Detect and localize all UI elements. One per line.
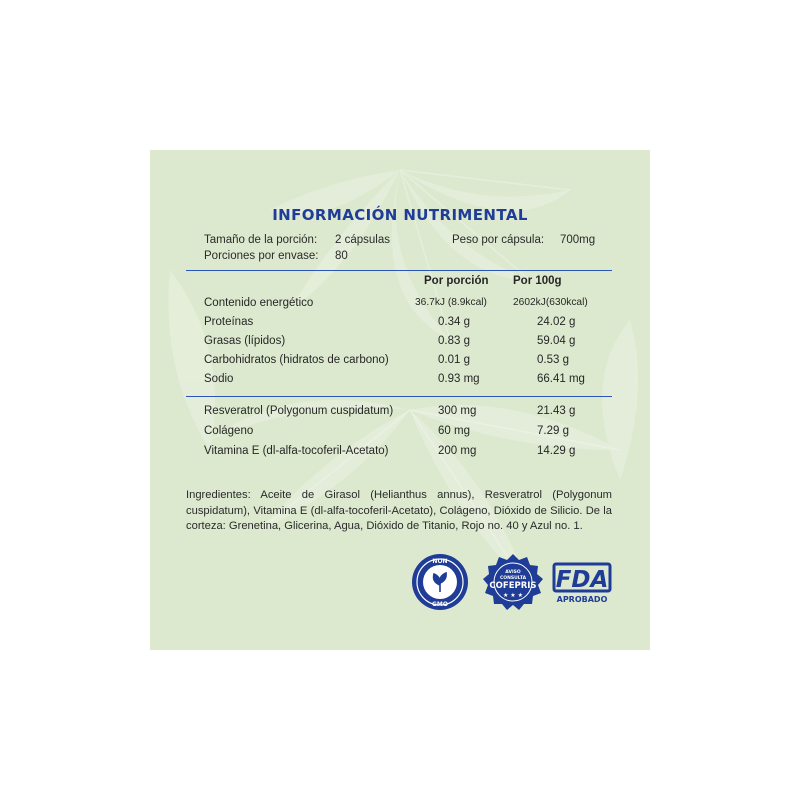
nutrition-panel (150, 150, 650, 650)
nutrient-per-100g: 66.41 mg (537, 373, 585, 385)
non-gmo-top-text: NON (432, 558, 448, 565)
cofepris-middle-text: CONSULTA (499, 576, 527, 581)
active-per-100g: 14.29 g (537, 445, 576, 457)
table-row (204, 373, 624, 392)
table-row (204, 335, 624, 354)
cofepris-badge (482, 552, 544, 614)
active-per-portion: 60 mg (438, 425, 470, 437)
servings-label: Porciones por envase: (204, 250, 319, 262)
nutrient-name: Contenido energético (204, 297, 314, 309)
table-row (204, 405, 624, 424)
non-gmo-badge (410, 552, 470, 612)
nutrient-per-portion: 0.34 g (438, 316, 470, 328)
divider-top (186, 270, 612, 271)
serving-size-value: 2 cápsulas (335, 234, 390, 246)
active-per-100g: 21.43 g (537, 405, 576, 417)
non-gmo-bottom-text: GMO (432, 601, 448, 608)
page-title: INFORMACIÓN NUTRIMENTAL (272, 206, 528, 224)
label-content (150, 150, 650, 650)
nutrient-per-portion: 0.93 mg (438, 373, 480, 385)
nutrient-per-portion: 0.83 g (438, 335, 470, 347)
nutrient-per-100g: 24.02 g (537, 316, 576, 328)
table-row (204, 316, 624, 335)
table-row (204, 354, 624, 373)
stars-icon: ★ ★ ★ (503, 592, 523, 599)
nutrient-name: Proteínas (204, 316, 254, 328)
serving-size-label: Tamaño de la porción: (204, 234, 318, 246)
capsule-weight-label: Peso por cápsula: (452, 234, 545, 246)
active-name: Resveratrol (Polygonum cuspidatum) (204, 405, 394, 417)
nutrient-per-100g: 2602kJ(630kcal) (513, 297, 588, 308)
fda-badge (550, 552, 616, 614)
active-name: Vitamina E (dl-alfa-tocoferil-Acetato) (204, 445, 389, 457)
column-header-per-portion: Por porción (424, 275, 489, 287)
nutrient-per-100g: 59.04 g (537, 335, 576, 347)
nutrient-per-100g: 0.53 g (537, 354, 569, 366)
cofepris-main-text: COFEPRIS (489, 581, 537, 591)
active-per-portion: 200 mg (438, 445, 477, 457)
divider-middle (186, 396, 612, 397)
nutrient-name: Grasas (lípidos) (204, 335, 286, 347)
nutrient-name: Carbohidratos (hidratos de carbono) (204, 354, 389, 366)
active-per-portion: 300 mg (438, 405, 477, 417)
capsule-weight-value: 700mg (560, 234, 596, 246)
table-row (204, 445, 624, 464)
table-row (204, 297, 624, 316)
servings-value: 80 (335, 250, 348, 262)
column-header-per-100g: Por 100g (513, 275, 562, 287)
cofepris-top-text: AVISO (505, 570, 521, 575)
nutrient-per-portion: 0.01 g (438, 354, 470, 366)
active-per-100g: 7.29 g (537, 425, 569, 437)
table-row (204, 425, 624, 444)
active-name: Colágeno (204, 425, 254, 437)
fda-sub-text: APROBADO (556, 595, 608, 604)
ingredients-text: Ingredientes: Aceite de Girasol (Helianthus annus), Resveratrol (Polygonum cuspidatum), Vitamina E (dl-alfa-tocoferil-Acetato), Colágeno, Dióxido de Silicio. De la corteza: Grenetina, Glicerina, Agua, Dióxido de Titanio, Rojo no. 40 y Azul no. 1. (186, 489, 612, 532)
fda-main-text: FDA (555, 567, 609, 593)
nutrient-name: Sodio (204, 373, 234, 385)
nutrient-per-portion: 36.7kJ (8.9kcal) (415, 297, 487, 308)
